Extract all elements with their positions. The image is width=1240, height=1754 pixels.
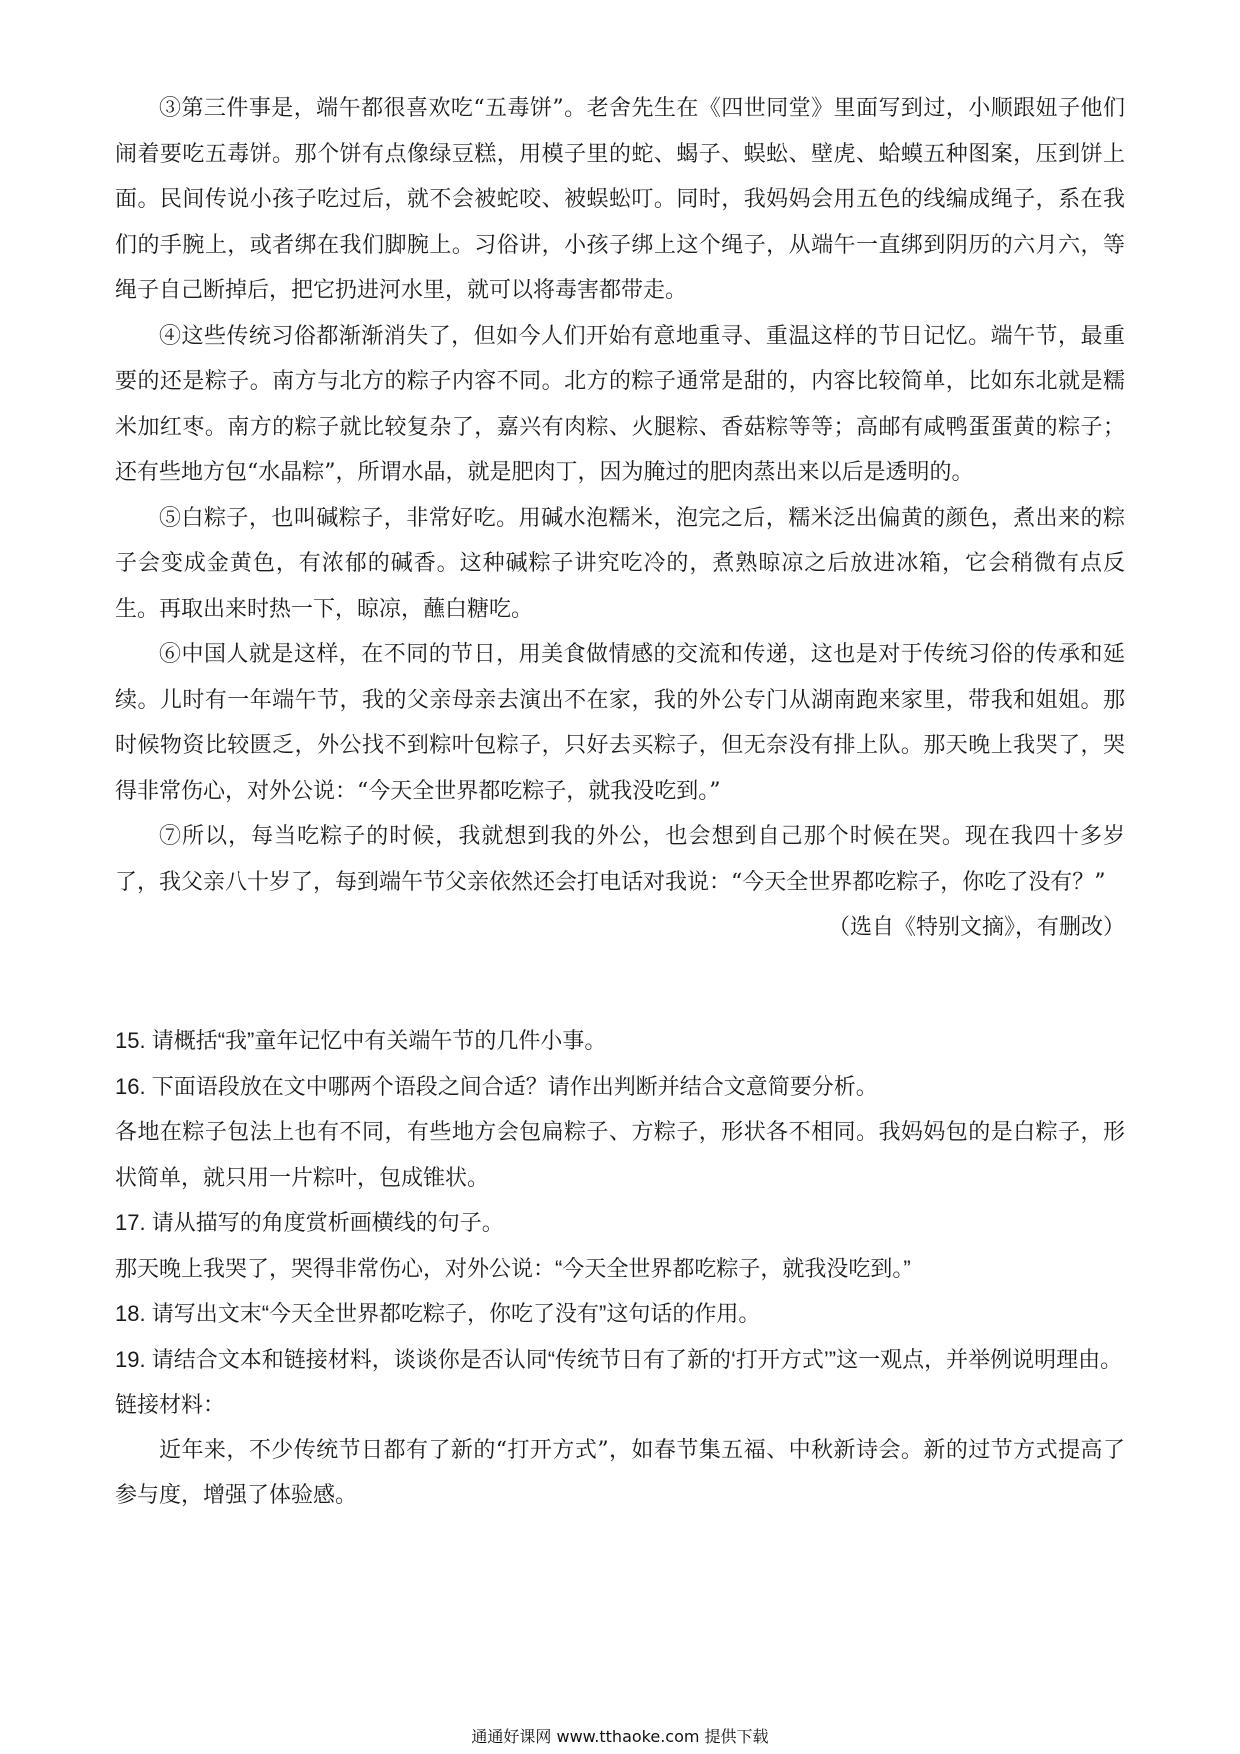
question-16: 16. 下面语段放在文中哪两个语段之间合适？请作出判断并结合文意简要分析。 xyxy=(115,1073,878,1099)
passage-source: （选自《特别文摘》，有删改） xyxy=(827,915,1125,940)
reading-passage xyxy=(115,86,1125,951)
question-16-material: 各地在粽子包法上也有不同，有些地方会包扁粽子、方粽子，形状各不相同。我妈妈包的是白粽子，形状简单，就只用一片粽叶，包成锥状。 xyxy=(115,1119,1125,1190)
passage-paragraph-4: ④这些传统习俗都渐渐消失了，但如今人们开始有意地重寻、重温这样的节日记忆。端午节，最重要的还是粽子。南方与北方的粽子内容不同。北方的粽子通常是甜的，内容比较简单，比如东北就是糯米加红枣。南方的粽子就比较复杂了，嘉兴有肉粽、火腿粽、香菇粽等等；高邮有咸鸭蛋蛋黄的粽子；还有些地方包“水晶粽”，所谓水晶，就是肥肉丁，因为腌过的肥肉蒸出来以后是透明的。 xyxy=(115,323,1125,485)
passage-paragraph-5: ⑤白粽子，也叫碱粽子，非常好吃。用碱水泡糯米，泡完之后，糯米泛出偏黄的颜色，煮出来的粽子会变成金黄色，有浓郁的碱香。这种碱粽子讲究吃冷的，煮熟晾凉之后放进冰箱，它会稍微有点反生。再取出来时热一下，晾凉，蘸白糖吃。 xyxy=(115,505,1125,622)
question-18: 18. 请写出文末“今天全世界都吃粽子，你吃了没有”这句话的作用。 xyxy=(115,1301,761,1326)
link-material-body: 近年来，不少传统节日都有了新的“打开方式”，如春节集五福、中秋新诗会。新的过节方式提高了参与度，增强了体验感。 xyxy=(115,1437,1125,1508)
question-list xyxy=(115,1018,1125,1519)
page-footer: 通通好课网 www.tthaoke.com 提供下载 xyxy=(471,1727,769,1746)
passage-paragraph-6: ⑥中国人就是这样，在不同的节日，用美食做情感的交流和传递，这也是对于传统习俗的传承和延续。儿时有一年端午节，我的父亲母亲去演出不在家，我的外公专门从湖南跑来家里，带我和姐姐。那时候物资比较匮乏，外公找不到粽叶包粽子，只好去买粽子，但无奈没有排上队。那天晚上我哭了，哭得非常伤心，对外公说：“今天全世界都吃粽子，就我没吃到。” xyxy=(115,642,1125,804)
question-15: 15. 请概括“我”童年记忆中有关端午节的几件小事。 xyxy=(115,1028,607,1053)
passage-paragraph-7: ⑦所以，每当吃粽子的时候，我就想到我的外公，也会想到自己那个时候在哭。现在我四十多岁了，我父亲八十岁了，每到端午节父亲依然还会打电话对我说：“今天全世界都吃粽子，你吃了没有？” xyxy=(115,824,1125,895)
passage-paragraph-3: ③第三件事是，端午都很喜欢吃“五毒饼”。老舍先生在《四世同堂》里面写到过，小顺跟妞子他们闹着要吃五毒饼。那个饼有点像绿豆糕，用模子里的蛇、蝎子、蜈蚣、壁虎、蛤蟆五种图案，压到饼上面。民间传说小孩子吃过后，就不会被蛇咬、被蜈蚣叮。同时，我妈妈会用五色的线编成绳子，系在我们的手腕上，或者绑在我们脚腕上。习俗讲，小孩子绑上这个绳子，从端午一直绑到阴历的六月六，等绳子自己断掉后，把它扔进河水里，就可以将毒害都带走。 xyxy=(115,96,1125,303)
question-19: 19. 请结合文本和链接材料，谈谈你是否认同“传统节日有了新的‘打开方式’”这一观点，并举例说明理由。 xyxy=(115,1346,1123,1372)
link-material-label: 链接材料： xyxy=(115,1392,226,1417)
question-17: 17. 请从描写的角度赏析画横线的句子。 xyxy=(115,1210,504,1235)
question-17-material: 那天晚上我哭了，哭得非常伤心，对外公说：“今天全世界都吃粽子，就我没吃到。” xyxy=(115,1255,911,1281)
